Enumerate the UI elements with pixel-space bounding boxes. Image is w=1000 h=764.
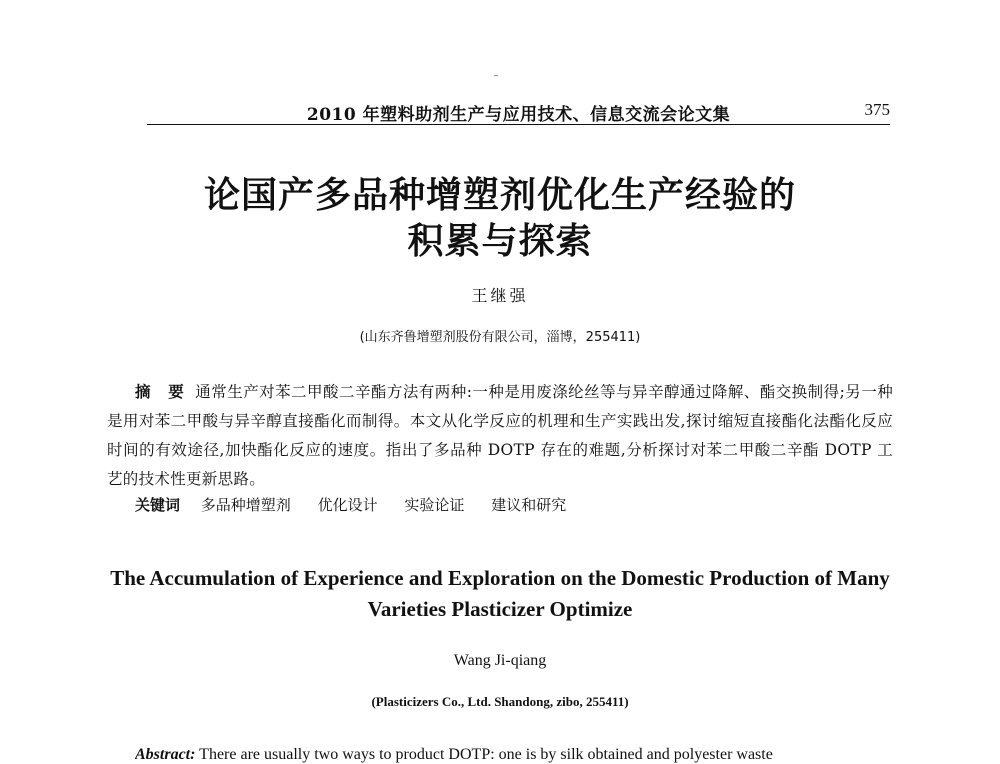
keyword-item: 多品种增塑剂 [200,496,291,514]
affiliation-cn: (山东齐鲁增塑剂股份有限公司，淄博，255411) [359,330,641,345]
abstract-cn-text: 通常生产对苯二甲酸二辛酯方法有两种:一种是用废涤纶丝等与异辛醇通过降解、酯交换制得;另一种是用对苯二甲酸与异辛醇直接酯化而制得。本文从化学反应的机理和生产实践出发,探讨缩短直接酯化法酯化反应时间的有效途径,加快酯化反应的速度。指出了多品种 DOTP 存在的难题,分析探讨对苯二甲酸二辛酯 DOTP 工艺的技术性更新思路。 [107,383,893,488]
keyword-item: 实验论证 [404,496,465,514]
keyword-item: 优化设计 [317,496,378,514]
title-en [110,563,890,625]
abstract-en-text: There are usually two ways to product DOTP: one is by silk obtained and polyester waste [199,746,773,763]
title-en-line-2: Varieties Plasticizer Optimize [367,597,633,621]
keywords-cn-label: 关键词 [135,496,181,514]
abstract-cn-label: 摘 要 [135,383,190,401]
author-en: Wang Ji-qiang [453,652,547,669]
abstract-en [135,746,895,764]
abstract-en-label: Abstract: [135,746,196,763]
title-cn-line-2: 积累与探索 [407,220,593,262]
abstract-cn [107,378,893,494]
page-number: 375 [864,100,890,119]
keyword-item: 建议和研究 [491,496,567,514]
running-header-title: 2010 年塑料助剂生产与应用技术、信息交流会论文集 [306,105,731,125]
title-en-line-1: The Accumulation of Experience and Exploration on the Domestic Production of Many [110,566,890,590]
scan-speck [494,75,498,76]
keywords-cn [135,494,588,515]
running-header [147,100,890,125]
affiliation-en: (Plasticizers Co., Ltd. Shandong, zibo, 255411) [371,694,629,709]
author-cn: 王继强 [471,286,529,305]
title-cn-line-1: 论国产多品种增塑剂优化生产经验的 [203,174,796,216]
